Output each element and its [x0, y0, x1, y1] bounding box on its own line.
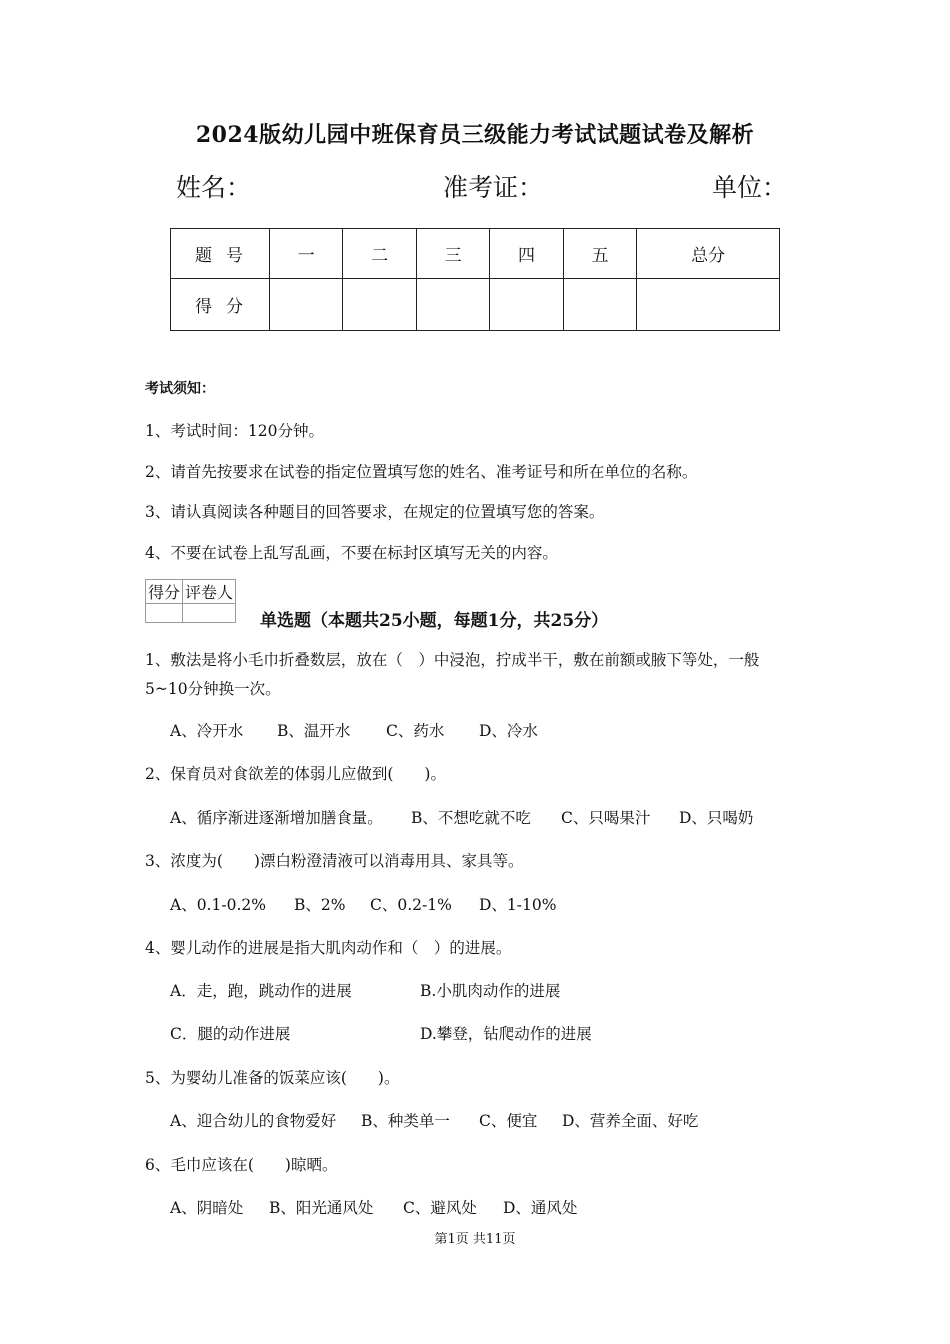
notice-item: 4、不要在试卷上乱写乱画，不要在标封区填写无关的内容。	[145, 544, 558, 562]
name-field-label: 姓名：	[176, 173, 252, 202]
score-table-header-row	[171, 229, 780, 279]
question-stem: 6、毛巾应该在( )晾晒。	[145, 1156, 338, 1174]
section-title: 单选题（本题共25小题，每题1分，共25分）	[260, 611, 609, 631]
answer-option: D.攀登，钻爬动作的进展	[420, 1025, 592, 1043]
answer-option: D、冷水	[479, 722, 538, 740]
notice-item: 2、请首先按要求在试卷的指定位置填写您的姓名、准考证号和所在单位的名称。	[145, 463, 698, 481]
grader-box-header-row	[146, 580, 236, 604]
column-header: 四	[490, 229, 563, 279]
answer-option: A、冷开水	[170, 722, 244, 740]
notice-title: 考试须知：	[145, 381, 215, 397]
answer-option: A、迎合幼儿的食物爱好	[170, 1112, 337, 1130]
column-header: 三	[416, 229, 489, 279]
answer-option: D、通风处	[503, 1199, 578, 1217]
question-stem: 3、浓度为( )漂白粉澄清液可以消毒用具、家具等。	[145, 852, 524, 870]
answer-option: D、营养全面、好吃	[562, 1112, 699, 1130]
answer-option: A、0.1-0.2%	[170, 896, 266, 914]
column-header: 二	[343, 229, 416, 279]
answer-option: B、阳光通风处	[269, 1199, 374, 1217]
answer-option: C、药水	[386, 722, 445, 740]
score-cell[interactable]	[270, 279, 343, 331]
column-header: 五	[563, 229, 636, 279]
grader-box	[145, 579, 236, 623]
answer-option: D、1-10%	[479, 896, 557, 914]
answer-option: C、便宜	[479, 1112, 538, 1130]
notice-item: 1、考试时间：120分钟。	[145, 422, 324, 440]
column-header: 一	[270, 229, 343, 279]
score-table	[170, 228, 780, 331]
grader-name-cell[interactable]	[183, 604, 236, 623]
question-stem: 5、为婴幼儿准备的饭菜应该( )。	[145, 1069, 400, 1087]
answer-option: B、种类单一	[361, 1112, 450, 1130]
exam-number-field-label: 准考证：	[443, 173, 544, 202]
answer-option: B、2%	[294, 896, 346, 914]
notice-item: 3、请认真阅读各种题目的回答要求，在规定的位置填写您的答案。	[145, 503, 605, 521]
grader-name-label: 评卷人	[183, 580, 236, 604]
page-footer: 第1页 共11页	[434, 1232, 516, 1247]
score-cell[interactable]	[637, 279, 780, 331]
answer-option: B、温开水	[277, 722, 351, 740]
score-label: 得分	[171, 279, 270, 331]
question-stem: 4、婴儿动作的进展是指大肌肉动作和（ ）的进展。	[145, 939, 512, 957]
answer-option: A、阴暗处	[170, 1199, 244, 1217]
answer-option: C、0.2-1%	[370, 896, 452, 914]
answer-option: A、循序渐进逐渐增加膳食量。	[170, 809, 383, 827]
grader-score-cell[interactable]	[146, 604, 183, 623]
question-number-label: 题号	[171, 229, 270, 279]
score-table-score-row	[171, 279, 780, 331]
page-title: 2024版幼儿园中班保育员三级能力考试试题试卷及解析	[195, 122, 755, 148]
question-stem: 2、保育员对食欲差的体弱儿应做到( )。	[145, 765, 446, 783]
answer-option: C、只喝果汁	[561, 809, 651, 827]
score-cell[interactable]	[490, 279, 563, 331]
score-cell[interactable]	[343, 279, 416, 331]
answer-option: D、只喝奶	[679, 809, 754, 827]
score-cell[interactable]	[563, 279, 636, 331]
answer-option: B、不想吃就不吃	[411, 809, 531, 827]
answer-option: C．腿的动作进展	[170, 1025, 291, 1043]
answer-option: A．走，跑，跳动作的进展	[170, 982, 352, 1000]
column-header: 总分	[637, 229, 780, 279]
grader-score-label: 得分	[146, 580, 183, 604]
unit-field-label: 单位：	[712, 173, 788, 202]
score-cell[interactable]	[416, 279, 489, 331]
grader-box-blank-row	[146, 604, 236, 623]
question-stem-continuation: 5~10分钟换一次。	[145, 680, 281, 698]
answer-option: C、避风处	[403, 1199, 477, 1217]
question-stem: 1、敷法是将小毛巾折叠数层，放在（ ）中浸泡，拧成半干，敷在前额或腋下等处，一般	[145, 651, 760, 669]
answer-option: B.小肌肉动作的进展	[420, 982, 561, 1000]
